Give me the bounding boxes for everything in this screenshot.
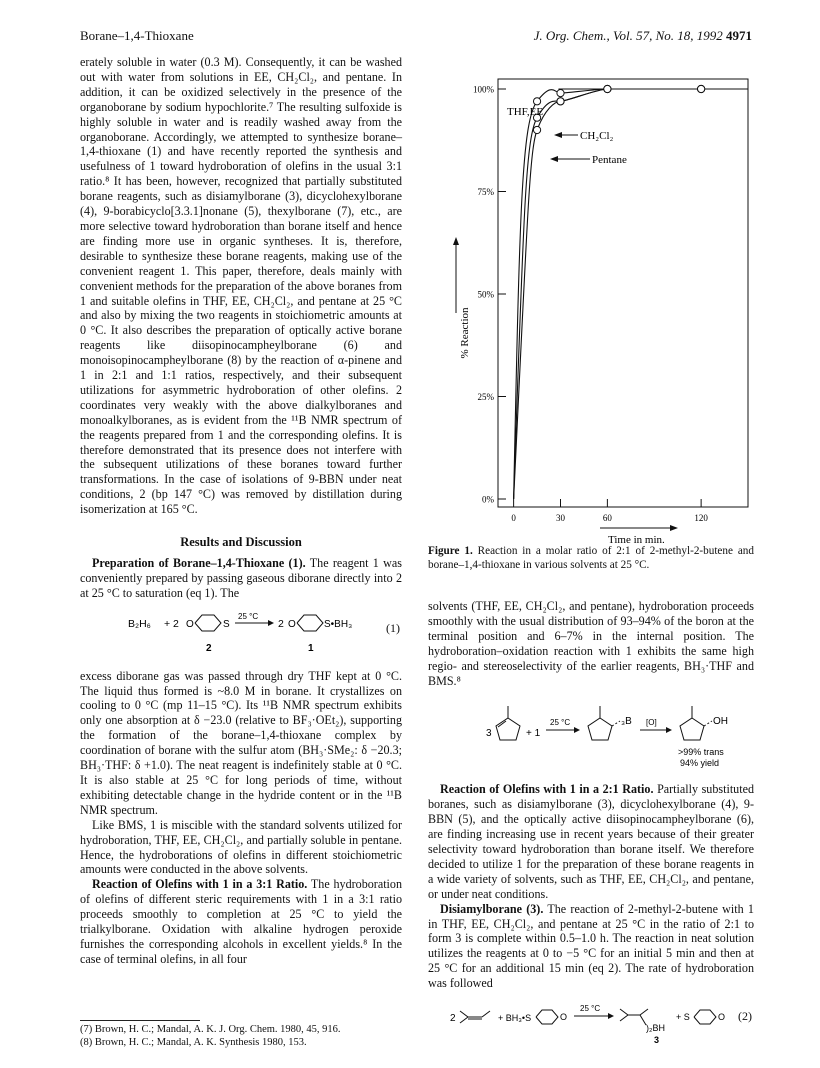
eq2-product-sub: )₂BH [646,1023,665,1034]
eq2-arrow-label: 25 °C [580,1004,601,1014]
caption-label: Figure 1. [428,545,473,557]
x-tick-label: 30 [556,513,565,523]
ratio-3-1-heading: Reaction of Olefins with 1 in a 3:1 Ratio. [92,877,308,892]
complex-ring [297,615,323,631]
chart-series [514,85,705,499]
eq2-product-o: O [718,1012,726,1023]
journal-citation [534,28,752,44]
scheme-plus: + 1 [526,728,541,740]
equation-2-number: (2) [738,1009,752,1024]
complex-o: O [288,618,296,630]
eq1-arrowhead [268,620,274,626]
data-point [698,85,705,92]
chart-axes [498,79,748,507]
y-axis-label: % Reaction [459,307,471,359]
x-axis-label-group [600,525,678,545]
section-title: Results and Discussion [180,535,302,550]
eq2-arrowhead [608,1013,614,1019]
eq2-coef: 2 [450,1013,456,1025]
scheme-boron: ₃B [621,716,632,728]
thioxane-s: S [223,618,230,630]
equation-2 [428,999,754,1049]
scheme-arrow1-head [574,727,580,733]
alcohol-ring [680,706,712,740]
x-ticks [511,499,708,523]
data-point [533,98,540,105]
excess-paragraph: excess diborane gas was passed through dry THF kept at 0 °C. The liquid thus formed is ~8.0 M in borane. It crystallizes on cooling to 0 °C (mp 11–15 °C). Its ¹¹B NMR spectrum exhibits only one absorption at δ −23.0 (relative to BF₃·OEt₂), supporting the formation of the borane–1,4-thioxane complex by coordination of borane with the sulfur atom (BH₃·SMe₂: δ −20.3; BH₃·THF: δ +1.0). The neat reagent is indefinitely stable at 0 °C. It is also stable at 25 °C for long periods of time, without exhibiting detectable change in the hydride content or in the ¹¹B NMR spectrum. [80,668,402,817]
trialkylborane-ring [588,706,620,740]
scheme-arrow1-label: 25 °C [550,718,571,728]
thioxane-o: O [186,618,194,630]
x-axis-label: Time in min. [608,534,665,545]
x-tick-label: 60 [602,513,612,523]
y-tick-label: 0% [482,494,494,505]
pentane-pointer-head [550,156,558,162]
scheme-arrow2-label: [O] [646,718,657,728]
eq2-plus-s: + S [676,1012,690,1023]
footnote-7: (7) Brown, H. C.; Mandal, A. K. J. Org. Chem. 1980, 45, 916. [80,1024,341,1035]
intro-paragraph: erately soluble in water (0.3 M). Consequently, it can be washed out with water from solutions in EE, CH₂Cl₂, and pentane. In addition, it can be oxidized selectively in the presence of the organoborane by sodium hypochlorite.⁷ The resulting sulfoxide is highly soluble in water and is readily washed away from the organoborane. Accordingly, we attempted to synthesize borane–1,4-thioxane (1) and have recently reported the synthesis and usefulness of 1 toward hydroboration of olefins in the usual 3:1 ratio.⁸ It has been, however, recognized that partially substituted borane reagents, such as disiamylborane (3), dicyclohexylborane (4), 9-borabicyclo[3.3.1]nonane (5), thexylborane (7), etc., are more selective toward hydroboration than borane itself and hence are finding more use in organic syntheses. It is, therefore, desirable to synthesize these borane reagents, making use of the convenient reagent 1. This paper, therefore, deals mainly with convenient methods for the preparation of the above boranes from 1 and suitable olefins in THF, EE, CH₂Cl₂, and pentane at 25 °C and also by mixing the two reagents in stoichiometric amounts at 0 °C. It also describes the preparation of optically active borane reagents like diisopinocampheylborane (6) and monoisopinocampheylborane (8) by the reaction of α-pinene and 1 in 2:1 and 1:1 ratios, respectively, and their subsequent utilizations for asymmetric hydroboration of other olefins. 2 coordinates very weakly with the above dialkylboranes and monoalkylboranes, as is evident from the ¹¹B NMR spectrum of the reagents prepared from 1 and the corresponding olefins. It is therefore demonstrated that its presence does not interfere with the subsequent utilizations of these boranes toward further transformations. In the case of isolations of 9-BBN under neat conditions, 2 (bp 147 °C) was removed by distillation during isomerization at 165 °C. [80,55,402,517]
eq1-product-coef: 2 [278,617,284,630]
thioxane-ring [195,615,221,631]
data-point [557,98,564,105]
label-2: 2 [206,642,212,654]
y-tick-label: 75% [477,187,494,197]
scheme-coef: 3 [486,728,492,740]
methylbutene [460,1011,490,1023]
y-tick-label: 100% [473,84,494,95]
data-point [533,126,540,133]
ch2cl2-pointer-head [554,132,562,138]
running-head: Borane–1,4-Thioxane [80,28,194,43]
eq2-reagent: + BH₃•S [498,1013,532,1024]
methylcyclopentene-ring [496,706,520,740]
left-column [80,55,402,967]
label-thf-ee: THF,EE [507,106,544,118]
footnote-rule [80,1020,200,1021]
y-tick-label: 25% [477,392,494,402]
x-axis-arrowhead [670,525,678,531]
disiamylborane-paragraph [428,902,754,991]
figure-1 [430,55,760,575]
preparation-heading: Preparation of Borane–1,4-Thioxane (1). [92,556,306,570]
cyclopentene-scheme [428,696,754,774]
label-1: 1 [308,642,314,654]
eq1-reactant: B₂H₆ [128,617,151,630]
data-point [557,90,564,97]
series-line-2 [514,89,608,499]
disiamylborane-text: The reaction of 2-methyl-2-butene with 1 in THF, EE, CH₂Cl₂, and pentane at 25 °C in the ratio of 2:1 to form 3 is complete within 0.5–1.0 h. The reaction in neat solution utilizes the reagents at 0 to −5 °C for an initial 5 min and then at 25 °C for an additional 15 min (eq 2). The rate of hydroboration was followed [428,901,754,991]
scheme-note-yield: 94% yield [680,758,720,769]
data-point [604,85,611,92]
caption-text: Reaction in a molar ratio of 2:1 of 2-methyl-2-butene and borane–1,4-thioxane in various solvents at 25 °C. [428,545,754,571]
ratio-3-1-text: The hydroboration of olefins of different steric requirements with 1 in a 3:1 ratio proceeds smoothly to completion at 25 °C to yield the trialkylborane. Oxidation with alkaline hydrogen peroxide furnishes the corresponding alcohols in excellent yields.⁸ In the case of terminal olefins, in all four [80,877,403,966]
scheme-arrow2-head [666,727,672,733]
page-number: 4971 [726,28,752,43]
ratio-3-1-paragraph [80,877,402,966]
preparation-text: The reagent 1 was conveniently prepared by passing gaseous diborane directly into 2 at 25 °C to saturation (eq 1). The [80,556,402,600]
equation-2-scheme [428,999,754,1045]
y-axis-label-group [453,237,471,359]
complex-s-bh3: S•BH₃ [324,618,353,630]
label-ch2cl2: CH₂Cl₂ [580,130,614,142]
journal-name: J. Org. Chem., Vol. 57, No. 18, 1992 [533,28,723,43]
y-ticks [473,85,506,505]
plot-frame [498,79,748,507]
hydroboration-oxidation-scheme [428,696,754,770]
eq2-o-atom: O [560,1012,568,1023]
eq1-plus: + 2 [164,617,179,630]
preparation-paragraph [80,556,402,601]
disiamyl-group [620,1009,648,1025]
reaction-chart [430,55,760,545]
series-line-0 [514,89,608,499]
equation-1-scheme [80,609,402,657]
y-tick-label: 50% [477,289,494,300]
scheme-note-trans: >99% trans [678,747,724,758]
equation-1-number: (1) [386,620,400,635]
y-axis-arrowhead [453,237,459,245]
right-column [428,575,754,1057]
series-line-1 [514,89,608,499]
solvents-paragraph: solvents (THF, EE, CH₂Cl₂, and pentane), hydroboration proceeds smoothly with the usual distribution of 93–94% of the boron at the terminal position and 6–7% in the internal position. The hydroboration–oxidation reaction with 1 exhibits the same high regio- and stereoselectivity of the earlier reagents, BH₃·THF and BMS.⁸ [428,599,754,688]
equation-1 [80,609,402,661]
ratio-2-1-heading: Reaction of Olefins with 1 in a 2:1 Ratio. [440,782,654,797]
ratio-2-1-paragraph [428,782,754,901]
bms-paragraph: Like BMS, 1 is miscible with the standard solvents utilized for hydroboration, THF, EE, CH₂Cl₂, and partially soluble in pentane. Hence, the hydroborations of olefins in different stoichiometric amounts were conducted in the above solvents. [80,817,402,877]
x-tick-label: 120 [694,513,708,523]
figure-caption [428,545,754,572]
ratio-2-1-text: Partially substituted boranes, such as disiamylborane (3), dicyclohexylborane (4), 9-BBN (5), and the optically active diisopinocampheylborane (6), are finding increasing use in recent years because of their greater selectivity toward hydroboration than borane itself. We therefore decided to utilize 1 for the preparation of these borane reagents in a wide variety of solvents, such as THF, EE, CH₂Cl₂, and pentane, or under neat conditions. [428,782,754,901]
disiamylborane-heading: Disiamylborane (3). [440,901,544,916]
eq2-product-ring [694,1010,716,1024]
scheme-oh: OH [713,716,728,728]
footnotes [80,1024,410,1049]
footnote-8: (8) Brown, H. C.; Mandal, A. K. Synthesis 1980, 153. [80,1036,307,1048]
label-3: 3 [654,1035,660,1046]
eq1-arrow-label: 25 °C [238,611,259,621]
label-pentane: Pentane [592,154,627,166]
eq2-thioxane-ring [536,1010,558,1024]
x-tick-label: 0 [511,513,516,523]
